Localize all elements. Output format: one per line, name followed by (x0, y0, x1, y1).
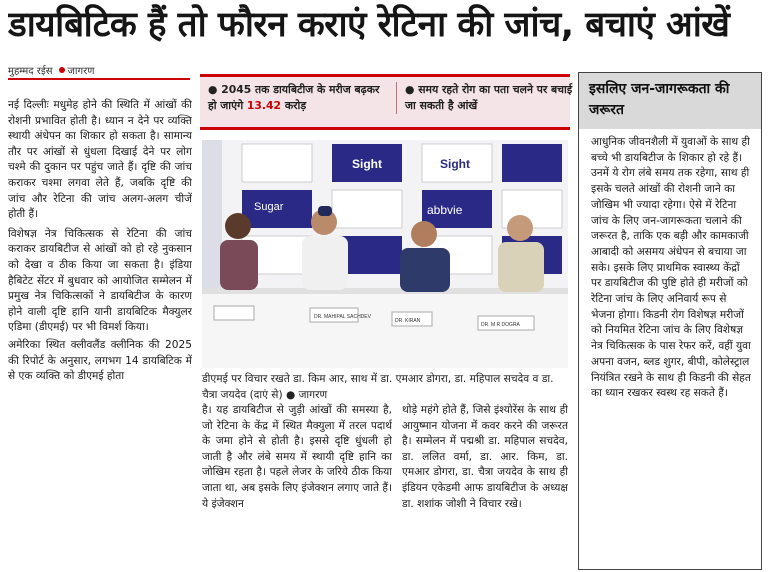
highlight-text: समय रहते रोग का पता चलने पर बचाई जा सकती है आंखें (405, 83, 573, 112)
highlight-item (208, 82, 388, 114)
backdrop-logo: Sight (352, 157, 382, 171)
paragraph: नई दिल्लीः मधुमेह होने की स्थिति में आंखों की रोशनी प्रभावित होती है। ध्यान न देने पर व्यक्ति स्थायी अंधेपन का शिकार हो सकता है। सामान्य तौर पर आंखों से धुंधला दिखाई देने पर लोग चश्मे की दुकान पर पहुंच जाते हैं। दृष्टि की जांच कराकर चश्मा लगवा लेते हैं, जबकि दृष्टि की जांच और रेटिना की जांच अलग-अलग चीजें होती हैं। (8, 99, 192, 221)
event-photo (202, 140, 568, 368)
article-column-1 (8, 98, 192, 568)
sidebar-text: आधुनिक जीवनशैली में युवाओं के साथ ही बच्चे भी डायबिटीज के शिकार हो रहे हैं। उनमें ये रोग लंबे समय तक रहेगा, साथ ही इसके चलते आंखों की रोशनी जाने का जोखिम भी ज्यादा रहेगा। ऐसे में रेटिना जांच के लिए जन-जागरूकता चलाने की जरूरत है, ताकि एक बड़ी और कामकाजी आबादी को असमय अंधेपन से बचाया जा सके। इसके लिए प्राथमिक स्वास्थ्य केंद्रों पर डायबिटीज की पुष्टि होते ही मरीजों को रेटिना जांच के लिए अनिवार्य रूप से भेजना होगा। किडनी रोग विशेषज्ञ मरीजों को नियमित रेटिना जांच के लिए विशेषज्ञ नेत्र चिकित्सक के पास रेफर करें, वहीं युवा अपना वजन, ब्लड शुगर, बीपी, कोलेस्ट्राल नियंत्रित रखने के साथ ही किडनी की सेहत का ध्यान रखकर स्वस्थ रह सकते हैं। (591, 136, 751, 400)
backdrop-logo: abbvie (427, 203, 463, 217)
highlight-text-tail: करोड़ (281, 99, 307, 112)
bullet-icon: ● (208, 83, 222, 96)
article-column-2: है। यह डायबिटीज से जुड़ी आंखों की समस्या है, जो रेटिना के केंद्र में स्थित मैक्युला में तरल पदार्थ के जमा होने से होती है। इससे दृष्टि धुंधली हो जाती है और लंबे समय में स्थायी दृष्टि हानि का जोखिम रहता है। पहले लेजर के जरिये ठीक किया जाता था, अब इसके लिए इंजेक्शन लगाए जाते हैं। ये इंजेक्शन (202, 404, 392, 510)
article-column-3: थोड़े महंगे होते हैं, जिसे इंश्योरेंस के साथ ही आयुष्मान योजना में कवर करने की जरूरत है। सम्मेलन में पद्मश्री डा. महिपाल सचदेव, डा. ललित वर्मा, डा. आर. किम, डा. एमआर डोगरा, डा. चैत्रा जयदेव के साथ ही इंडियन एकेडमी आफ डायबिटीज के अध्यक्ष डा. शशांक जोशी ने विचार रखे। (402, 404, 568, 510)
paragraph: अमेरिका स्थित क्लीवलैंड क्लीनिक की 2025 की रिपोर्ट के अनुसार, लगभग 14 डायबिटिक में से एक व्यक्ति को डीएमई होता (8, 338, 192, 383)
sidebar-box (578, 72, 762, 570)
name-card: DR. KIRAN (395, 318, 421, 324)
sidebar-header (579, 73, 761, 129)
photo-caption: डीएमई पर विचार रखते डा. किम आर, साथ में डा. एमआर डोगरा, डा. महिपाल सचदेव व डा. चैत्रा जयदेव (दाएं से) ● जागरण (202, 373, 554, 401)
headline: डायबिटिक हैं तो फौरन कराएं रेटिना की जांच, बचाएं आंखें (8, 5, 730, 45)
byline (8, 63, 94, 77)
event-photo-illustration (202, 140, 568, 368)
byline-rule (8, 78, 190, 80)
sidebar-title: इसलिए जन-जागरूकता की जरूरत (589, 81, 730, 118)
name-card: DR. M R DOGRA (481, 322, 520, 328)
name-card: DR. MAHIPAL SACHDEV (314, 314, 371, 320)
paragraph: विशेषज्ञ नेत्र चिकित्सक से रेटिना की जांच कराकर डायबिटीज से आंखों को हो रहे नुकसान को देखा व ठीक किया जा सकता है। इंडिया हैबिटेट सेंटर में बुधवार को आयोजित सम्मेलन में प्रमुख नेत्र चिकित्सकों ने डायबिटीज के कारण होने वाली दृष्टि हानि यानी डायबिटिक मैक्युलर एडिमा (डीएमई) पर भी विमर्श किया। (8, 227, 192, 334)
highlight-item (396, 82, 577, 114)
highlight-number: 13.42 (246, 99, 282, 112)
source-name: जागरण (67, 66, 95, 77)
backdrop-logo: Sugar (254, 201, 284, 213)
highlight-text: 2045 तक डायबिटीज के मरीज बढ़कर हो जाएंगे (208, 83, 380, 112)
bullet-dot-icon (59, 67, 65, 73)
highlights-bar (200, 74, 573, 130)
backdrop-logo: Sight (440, 157, 470, 171)
author-name: मुहम्मद रईस (8, 66, 53, 77)
bullet-icon: ● (405, 83, 419, 96)
